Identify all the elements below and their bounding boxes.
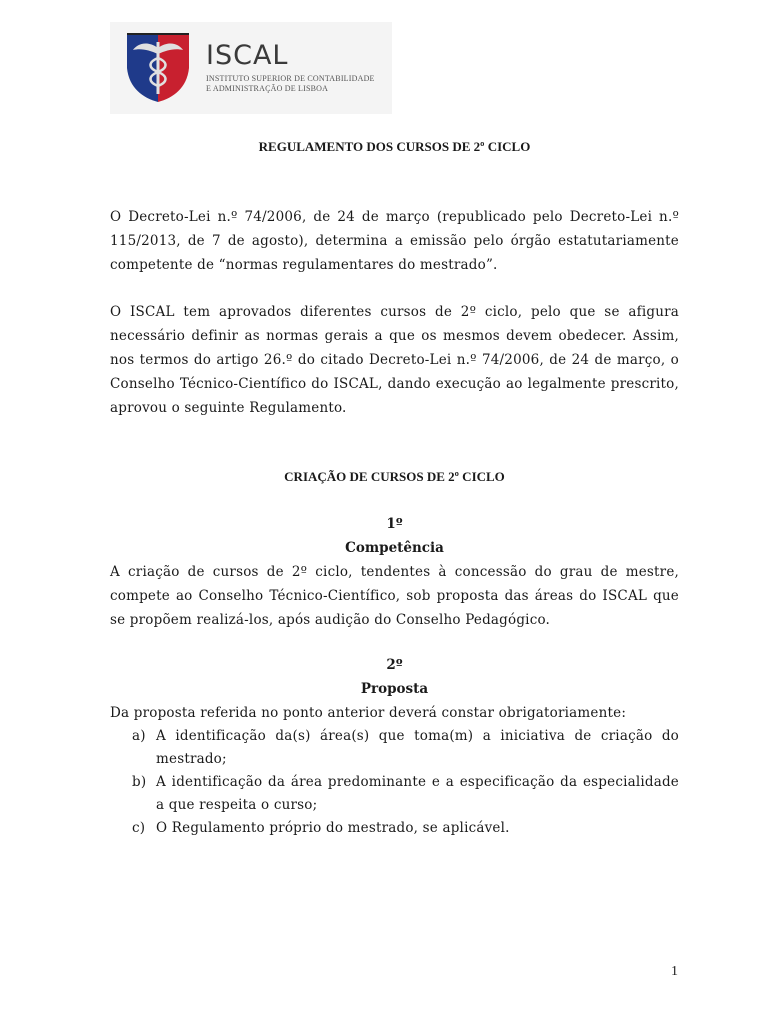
section-heading: CRIAÇÃO DE CURSOS DE 2º CICLO — [284, 469, 505, 484]
list-item — [110, 817, 679, 840]
iscal-logo — [110, 22, 392, 114]
article-2-number: 2º — [386, 657, 403, 673]
list-item-mark: a) — [132, 728, 146, 744]
logo-name: ISCAL — [206, 40, 289, 71]
list-item-text: A identificação da(s) área(s) que toma(m) a iniciativa de criação do mestrado; — [156, 728, 679, 767]
list-item-mark: b) — [132, 774, 147, 790]
article-2-list — [110, 725, 679, 840]
document-title: REGULAMENTO DOS CURSOS DE 2º CICLO — [258, 139, 531, 154]
list-item — [110, 771, 679, 817]
list-item-text: O Regulamento próprio do mestrado, se aplicável. — [156, 820, 510, 836]
article-1-number: 1º — [386, 516, 403, 532]
list-item-text: A identificação da área predominante e a especificação da especialidade a que respeita o curso; — [156, 774, 679, 813]
list-item — [110, 725, 679, 771]
list-item-mark: c) — [132, 820, 146, 836]
intro-paragraph-2: O ISCAL tem aprovados diferentes cursos de 2º ciclo, pelo que se afigura necessário definir as normas gerais a que os mesmos devem obedecer. Assim, nos termos do artigo 26.º do citado Decreto-Lei n.º 74/2006, de 24 de março, o Conselho Técnico-Científico do ISCAL, dando execução ao legalmente prescrito, aprovou o seguinte Regulamento. — [110, 304, 679, 416]
intro-paragraph-1: O Decreto-Lei n.º 74/2006, de 24 de março (republicado pelo Decreto-Lei n.º 115/2013, de 7 de agosto), determina a emissão pelo órgão estatutariamente competente de “normas regulamentares do mestrado”. — [110, 209, 679, 273]
article-2-title: Proposta — [360, 681, 429, 697]
logo-subtitle: INSTITUTO SUPERIOR DE CONTABILIDADE E ADMINISTRAÇÃO DE LISBOA — [206, 74, 375, 93]
article-1-title: Competência — [345, 540, 444, 556]
article-1-text: A criação de cursos de 2º ciclo, tendentes à concessão do grau de mestre, compete ao Conselho Técnico-Científico, sob proposta das áreas do ISCAL que se propõem realizá-los, após audição do Conselho Pedagógico. — [110, 564, 679, 628]
page-number: 1 — [671, 964, 678, 979]
shield-emblem-icon — [125, 32, 191, 104]
article-2-text: Da proposta referida no ponto anterior deverá constar obrigatoriamente: — [110, 705, 627, 721]
